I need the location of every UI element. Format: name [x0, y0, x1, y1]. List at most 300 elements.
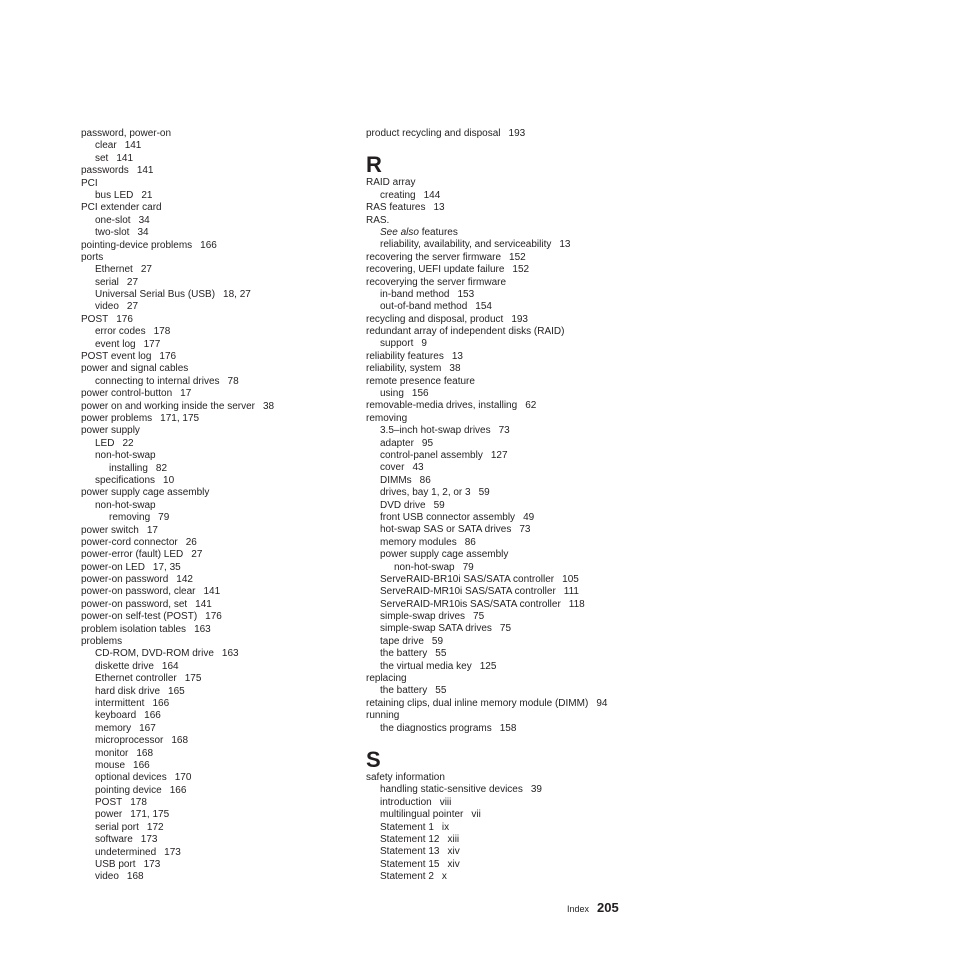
index-term: specifications: [95, 474, 156, 486]
index-entry: [81, 661, 351, 673]
index-term: support: [380, 338, 414, 350]
page-reference: 172: [146, 821, 164, 833]
index-entry: [366, 871, 666, 883]
index-term: power-on password, set: [81, 598, 188, 610]
page-reference: 38: [262, 400, 275, 412]
index-entry: [366, 549, 666, 561]
page-number: 205: [597, 900, 619, 915]
index-letter-heading: S: [366, 746, 381, 772]
index-entry: [81, 797, 351, 809]
page-reference: ix: [441, 821, 450, 833]
index-term: diskette drive: [95, 660, 154, 672]
index-term: creating: [380, 189, 416, 201]
index-entry: [81, 723, 351, 735]
index-term: undetermined: [95, 846, 157, 858]
page-reference: 55: [435, 648, 447, 660]
index-term: serial port: [95, 821, 139, 833]
page-reference: 95: [421, 437, 434, 449]
index-term: power and signal cables: [81, 363, 189, 375]
page-reference: 55: [435, 685, 447, 697]
index-term: problems: [81, 636, 123, 648]
index-entry: [81, 376, 351, 388]
index-entry: [366, 574, 666, 586]
index-entry: [366, 586, 666, 598]
index-entry: [81, 785, 351, 797]
page-reference: 141: [136, 165, 154, 177]
index-term: two-slot: [95, 227, 130, 239]
index-term: features: [421, 226, 458, 238]
page-reference: 75: [473, 611, 485, 623]
index-column-right: [366, 128, 666, 883]
index-entry: [366, 685, 666, 697]
index-entry: [81, 165, 351, 177]
index-entry: [81, 215, 351, 227]
page-reference: 176: [159, 351, 177, 363]
index-entry: [366, 809, 666, 821]
index-term: Universal Serial Bus (USB): [95, 289, 216, 301]
index-term: RAS.: [366, 214, 390, 226]
index-entry: [366, 363, 666, 375]
index-entry: [81, 277, 351, 289]
index-term: handling static-sensitive devices: [380, 784, 523, 796]
index-entry: [81, 487, 351, 499]
index-term: power-on password, clear: [81, 586, 196, 598]
index-entry: [81, 624, 351, 636]
footer-label: Index: [567, 904, 590, 914]
page-reference: 82: [155, 462, 168, 474]
index-term: event log: [95, 338, 136, 350]
page-reference: 34: [137, 227, 149, 239]
index-term: set: [95, 152, 109, 164]
index-entry: [366, 425, 666, 437]
index-entry: [81, 760, 351, 772]
index-entry: [81, 611, 351, 623]
index-term: monitor: [95, 747, 129, 759]
page-reference: 193: [508, 128, 526, 139]
index-term: non-hot-swap: [95, 450, 156, 462]
page-reference: 38: [449, 363, 461, 375]
page-reference: 111: [563, 586, 579, 598]
index-entry: [366, 376, 666, 388]
index-term: intermittent: [95, 697, 145, 709]
page-reference: 86: [419, 474, 431, 486]
page-reference: 13: [433, 202, 445, 214]
page-reference: 27: [191, 549, 203, 561]
page-reference: 59: [431, 635, 444, 647]
index-column-left: [81, 128, 351, 884]
index-term: drives, bay 1, 2, or 3: [380, 487, 471, 499]
index-entry: [81, 525, 351, 537]
page-reference: 170: [174, 772, 192, 784]
index-entry: [366, 500, 666, 512]
page-reference: 171, 175: [160, 412, 200, 424]
index-term: power supply cage assembly: [380, 549, 509, 561]
index-entry: [366, 710, 666, 722]
index-term: POST: [81, 313, 109, 325]
index-term: recovering the server firmware: [366, 251, 502, 263]
page-reference: 18, 27: [223, 289, 251, 301]
index-term: the virtual media key: [380, 660, 472, 672]
page-reference: 167: [139, 722, 156, 734]
index-term: power control-button: [81, 388, 173, 400]
see-also-label: See also: [380, 226, 419, 238]
page-reference: 164: [161, 660, 179, 672]
index-term: running: [366, 710, 400, 722]
index-term: video: [95, 301, 119, 313]
index-entry: [81, 140, 351, 152]
index-term: replacing: [366, 673, 407, 685]
index-term: Ethernet: [95, 264, 133, 276]
index-term: power-cord connector: [81, 536, 178, 548]
index-entry: [366, 202, 666, 214]
index-entry: [366, 277, 666, 289]
index-entry: [366, 227, 666, 239]
page-reference: 17: [180, 388, 192, 400]
page-reference: 94: [596, 697, 608, 709]
index-term: power-on password: [81, 574, 169, 586]
page-reference: 62: [525, 400, 537, 412]
index-term: Statement 1: [380, 821, 434, 833]
index-term: multilingual pointer: [380, 809, 464, 821]
page-reference: 166: [152, 697, 170, 709]
index-term: reliability, system: [366, 363, 442, 375]
page-reference: 193: [511, 313, 528, 325]
index-entry: [366, 413, 666, 425]
index-entry: [366, 537, 666, 549]
index-term: serial: [95, 276, 119, 288]
page-reference: 21: [141, 189, 153, 201]
index-term: PCI extender card: [81, 202, 162, 214]
index-term: power switch: [81, 524, 139, 536]
page-reference: viii: [439, 796, 452, 808]
index-entry: [81, 463, 351, 475]
page-reference: 75: [499, 623, 512, 635]
page-reference: 49: [523, 511, 535, 523]
index-term: simple-swap drives: [380, 611, 466, 623]
index-entry: [81, 450, 351, 462]
index-term: power-on LED: [81, 561, 145, 573]
index-term: cover: [380, 462, 405, 474]
page-reference: xiv: [447, 846, 460, 858]
index-term: one-slot: [95, 214, 131, 226]
index-entry: [366, 264, 666, 276]
page-reference: 73: [519, 524, 531, 536]
index-term: PCI: [81, 177, 98, 189]
index-entry: [366, 351, 666, 363]
index-term: the battery: [380, 648, 428, 660]
index-entry: [366, 338, 666, 350]
index-entry: [81, 847, 351, 859]
index-entry: [81, 698, 351, 710]
index-entry: [81, 859, 351, 871]
index-term: ports: [81, 251, 104, 263]
index-term: the diagnostics programs: [380, 722, 492, 734]
page-reference: 165: [168, 685, 185, 697]
index-term: keyboard: [95, 710, 137, 722]
page-reference: 27: [126, 301, 139, 313]
page-reference: 86: [464, 536, 476, 548]
index-entry: [81, 178, 351, 190]
index-entry: [366, 673, 666, 685]
index-entry: [366, 438, 666, 450]
index-term: Statement 12: [380, 833, 440, 845]
index-term: out-of-band method: [380, 301, 468, 313]
index-term: front USB connector assembly: [380, 511, 516, 523]
index-entry: [81, 401, 351, 413]
index-entry: [366, 834, 666, 846]
index-term: non-hot-swap: [95, 499, 156, 511]
page-reference: 73: [498, 425, 510, 437]
index-entry: [366, 462, 666, 474]
index-entry: [366, 215, 666, 227]
index-entry: [81, 512, 351, 524]
index-entry: [81, 314, 351, 326]
index-term: removable-media drives, installing: [366, 400, 518, 412]
page-reference: 79: [462, 561, 474, 573]
index-entry: [81, 834, 351, 846]
index-entry: [81, 809, 351, 821]
index-term: connecting to internal drives: [95, 375, 220, 387]
index-term: Statement 13: [380, 846, 440, 858]
index-term: recoverying the server firmware: [366, 276, 507, 288]
index-term: hard disk drive: [95, 685, 161, 697]
page-reference: 9: [421, 338, 427, 350]
index-term: installing: [109, 462, 148, 474]
index-term: clear: [95, 140, 117, 152]
index-entry: [81, 240, 351, 252]
index-entry: [81, 413, 351, 425]
index-term: safety information: [366, 771, 445, 783]
index-entry: [366, 326, 666, 338]
page-reference: x: [441, 871, 447, 883]
index-term: 3.5–inch hot-swap drives: [380, 425, 491, 437]
page-reference: 27: [140, 264, 152, 276]
index-term: recovering, UEFI update failure: [366, 264, 505, 276]
index-term: ServeRAID-MR10i SAS/SATA controller: [380, 586, 556, 598]
index-term: LED: [95, 437, 115, 449]
index-entry: [81, 301, 351, 313]
page-reference: 79: [158, 512, 170, 524]
index-entry: [366, 177, 666, 189]
index-term: pointing-device problems: [81, 239, 193, 251]
page-reference: 173: [140, 834, 158, 846]
index-term: redundant array of independent disks (RAID): [366, 326, 565, 338]
index-entry: [81, 264, 351, 276]
index-entry: [81, 128, 351, 140]
index-term: ServeRAID-MR10is SAS/SATA controller: [380, 598, 561, 610]
index-entry: [366, 239, 666, 251]
index-entry: [81, 562, 351, 574]
index-entry: [81, 549, 351, 561]
index-term: reliability, availability, and serviceability: [380, 239, 552, 251]
index-entry: [81, 537, 351, 549]
index-term: product recycling and disposal: [366, 128, 501, 139]
index-entry: [81, 673, 351, 685]
index-term: DIMMs: [380, 474, 412, 486]
index-entry: [81, 636, 351, 648]
index-entry: [366, 289, 666, 301]
index-entry: [366, 698, 666, 710]
page-reference: xiv: [447, 858, 460, 870]
index-entry: [366, 723, 666, 735]
index-entry: [366, 772, 666, 784]
page-footer: [567, 900, 619, 915]
page-reference: 34: [138, 214, 150, 226]
index-entry: [366, 301, 666, 313]
index-term: simple-swap SATA drives: [380, 623, 492, 635]
index-entry: [366, 487, 666, 499]
page-reference: 10: [163, 474, 175, 486]
index-entry: [366, 562, 666, 574]
page-reference: 178: [153, 326, 171, 338]
page-reference: 125: [479, 660, 497, 672]
index-term: power on and working inside the server: [81, 400, 255, 412]
index-term: ServeRAID-BR10i SAS/SATA controller: [380, 573, 555, 585]
index-entry: [366, 661, 666, 673]
index-entry: [366, 400, 666, 412]
index-term: POST event log: [81, 351, 152, 363]
page-reference: vii: [471, 809, 481, 821]
index-entry: [366, 822, 666, 834]
index-entry: [366, 388, 666, 400]
index-entry: [366, 784, 666, 796]
index-entry: [81, 871, 351, 883]
index-entry: [81, 252, 351, 264]
page-reference: 78: [227, 375, 239, 387]
index-entry: [81, 227, 351, 239]
index-entry: [81, 772, 351, 784]
page-reference: 175: [184, 673, 202, 685]
page-reference: 141: [203, 586, 221, 598]
page-reference: 59: [433, 499, 445, 511]
index-entry: [366, 599, 666, 611]
index-term: POST: [95, 797, 123, 809]
page-reference: 118: [568, 598, 585, 610]
page-reference: 154: [475, 301, 492, 313]
index-entry: [81, 351, 351, 363]
page-reference: 105: [562, 573, 579, 585]
index-entry: [366, 636, 666, 648]
index-term: recycling and disposal, product: [366, 313, 504, 325]
index-term: control-panel assembly: [380, 449, 483, 461]
index-term: pointing device: [95, 784, 162, 796]
page-reference: 178: [130, 797, 147, 809]
index-entry: [366, 450, 666, 462]
index-entry: [366, 190, 666, 202]
index-term: using: [380, 388, 404, 400]
index-term: memory: [95, 722, 132, 734]
page-reference: 158: [499, 722, 517, 734]
index-letter-heading: R: [366, 152, 382, 178]
page-reference: 141: [116, 152, 134, 164]
index-entry: [81, 822, 351, 834]
index-entry: [81, 438, 351, 450]
page-reference: 127: [490, 449, 508, 461]
index-term: in-band method: [380, 288, 450, 300]
index-term: memory modules: [380, 536, 457, 548]
page-reference: 59: [478, 487, 490, 499]
page-reference: 13: [559, 239, 571, 251]
index-term: USB port: [95, 859, 136, 871]
index-term: RAID array: [366, 177, 416, 189]
page-reference: 22: [122, 437, 134, 449]
index-entry: [81, 475, 351, 487]
index-entry: [81, 388, 351, 400]
page-reference: 168: [171, 735, 189, 747]
index-entry: [81, 190, 351, 202]
page-reference: 168: [126, 871, 144, 883]
index-entry: [81, 586, 351, 598]
index-entry: [366, 797, 666, 809]
index-term: DVD drive: [380, 499, 426, 511]
index-entry: [366, 648, 666, 660]
page-reference: 27: [126, 276, 139, 288]
page-reference: 177: [143, 338, 161, 350]
index-term: RAS features: [366, 202, 426, 214]
index-term: the battery: [380, 685, 428, 697]
page-reference: 173: [143, 859, 161, 871]
index-term: tape drive: [380, 635, 424, 647]
index-term: video: [95, 871, 119, 883]
page-reference: 176: [205, 611, 222, 623]
page-reference: 152: [509, 251, 526, 263]
index-term: CD-ROM, DVD-ROM drive: [95, 648, 214, 660]
page-reference: 153: [457, 288, 475, 300]
index-entry: [366, 611, 666, 623]
index-entry: [366, 846, 666, 858]
index-term: mouse: [95, 759, 126, 771]
page-reference: 168: [136, 747, 154, 759]
index-entry: [366, 314, 666, 326]
index-term: non-hot-swap: [394, 561, 455, 573]
index-entry: [81, 648, 351, 660]
index-entry: [81, 500, 351, 512]
page-reference: 176: [116, 313, 133, 325]
page-reference: 163: [194, 623, 211, 635]
index-term: problem isolation tables: [81, 623, 187, 635]
index-term: remote presence feature: [366, 375, 475, 387]
index-entry: [366, 252, 666, 264]
index-entry: [81, 599, 351, 611]
page-reference: xiii: [447, 833, 460, 845]
page-reference: 166: [133, 759, 150, 771]
index-entry: [81, 735, 351, 747]
index-entry: [81, 153, 351, 165]
index-term: Ethernet controller: [95, 673, 177, 685]
index-term: power supply: [81, 425, 140, 437]
index-term: introduction: [380, 796, 432, 808]
index-term: power problems: [81, 412, 153, 424]
index-term: software: [95, 834, 133, 846]
index-entry: [81, 686, 351, 698]
page-reference: 43: [412, 462, 424, 474]
index-term: removing: [366, 412, 408, 424]
index-entry: [81, 289, 351, 301]
page-reference: 141: [124, 140, 142, 152]
page-reference: 163: [221, 648, 239, 660]
index-term: power-on self-test (POST): [81, 611, 198, 623]
index-entry: [366, 475, 666, 487]
page-reference: 144: [423, 189, 441, 201]
index-entry: [81, 339, 351, 351]
index-entry: [366, 859, 666, 871]
index-term: reliability features: [366, 350, 444, 362]
index-term: Statement 2: [380, 871, 434, 883]
index-entry: [81, 748, 351, 760]
index-term: error codes: [95, 326, 146, 338]
index-term: Statement 15: [380, 858, 440, 870]
index-entry: [366, 623, 666, 635]
